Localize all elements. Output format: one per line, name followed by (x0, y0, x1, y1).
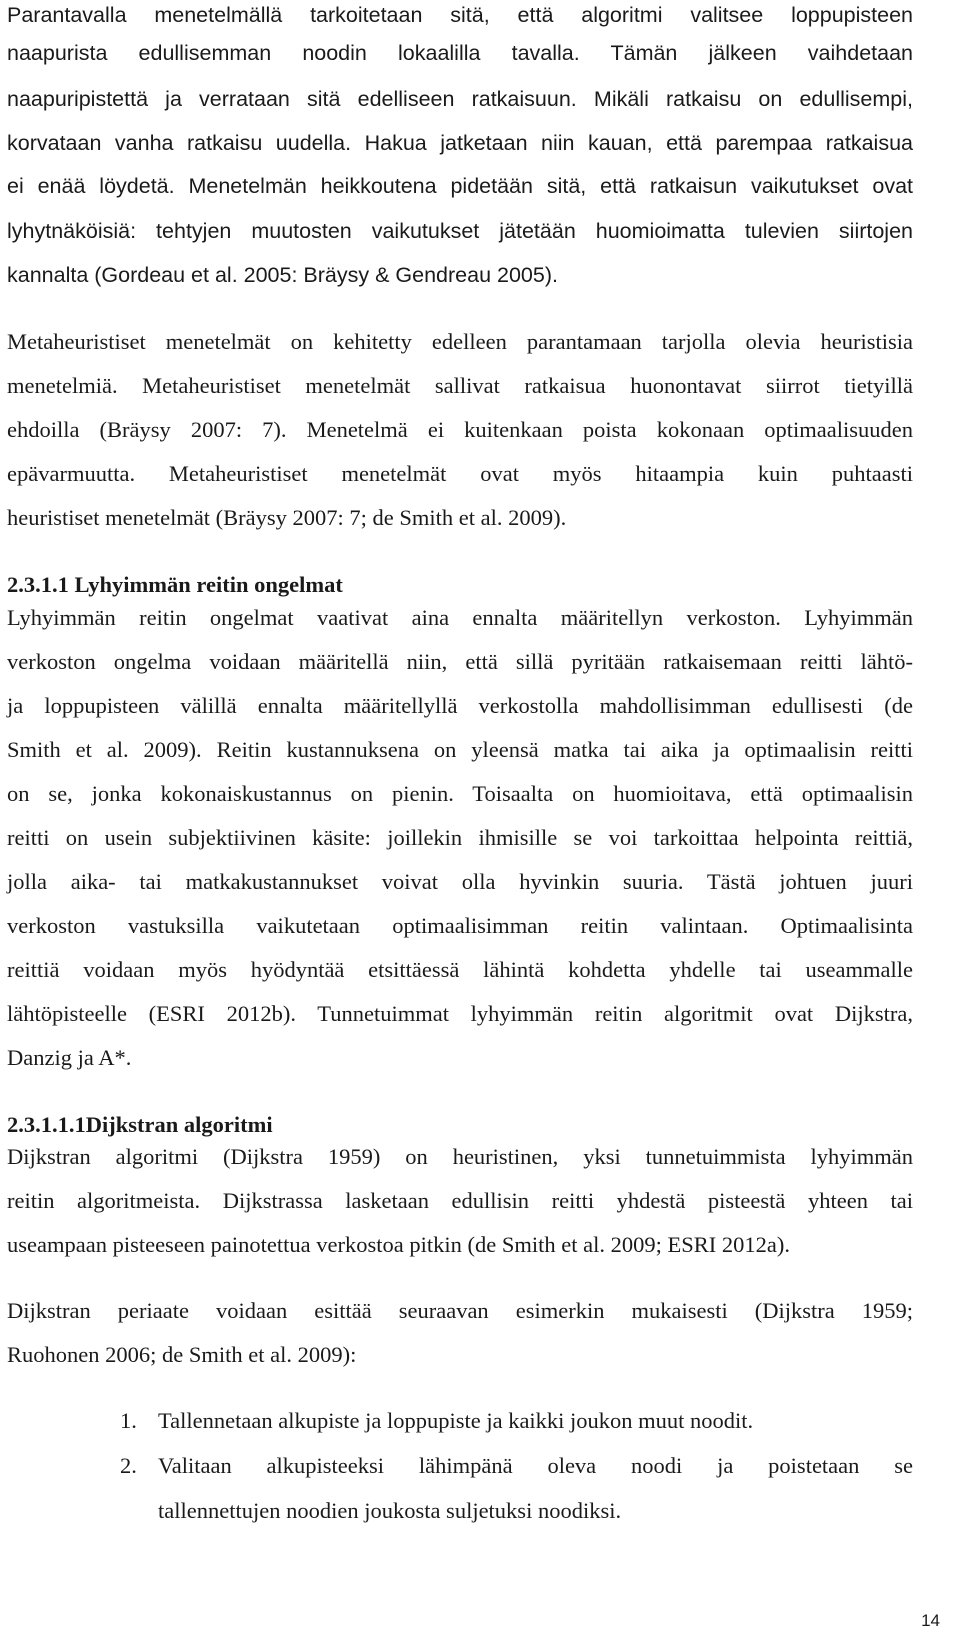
paragraph-line: menetelmiä. Metaheuristiset menetelmät sallivat ratkaisua huonontavat siirrot tietyillä (7, 373, 913, 398)
paragraph-line: Lyhyimmän reitin ongelmat vaativat aina ennalta määritellyn verkoston. Lyhyimmän (7, 605, 913, 630)
paragraph-line: Ruohonen 2006; de Smith et al. 2009): (7, 1342, 357, 1367)
paragraph-line: reitti on usein subjektiivinen käsite: joillekin ihmisille se voi tarkoittaa helpointa reittiä, (7, 825, 913, 850)
paragraph-line: heuristiset menetelmät (Bräysy 2007: 7; de Smith et al. 2009). (7, 505, 567, 530)
paragraph-line: ei enää löydetä. Menetelmän heikkoutena pidetään sitä, että ratkaisun vaikutukset ovat (7, 174, 913, 198)
paragraph-line: korvataan vanha ratkaisu uudella. Hakua jatketaan niin kauan, että parempaa ratkaisua (7, 131, 913, 155)
paragraph-line: useampaan pisteeseen painotettua verkostoa pitkin (de Smith et al. 2009; ESRI 2012a). (7, 1232, 790, 1257)
paragraph-line: Danzig ja A*. (7, 1045, 132, 1070)
list-item-text: Valitaan alkupisteeksi lähimpänä oleva noodi ja poistetaan se (158, 1453, 913, 1478)
list-item (120, 1399, 913, 1443)
paragraph-line: Parantavalla menetelmällä tarkoitetaan sitä, että algoritmi valitsee loppupisteen (7, 3, 913, 27)
paragraph-line: ehdoilla (Bräysy 2007: 7). Menetelmä ei kuitenkaan poista kokonaan optimaalisuuden (7, 417, 913, 442)
paragraph-line: epävarmuutta. Metaheuristiset menetelmät ovat myös hitaampia kuin puhtaasti (7, 461, 913, 486)
paragraph-line: lähtöpisteelle (ESRI 2012b). Tunnetuimmat lyhyimmän reitin algoritmit ovat Dijkstra, (7, 1001, 913, 1026)
paragraph-line: reitin algoritmeista. Dijkstrassa lasketaan edullisin reitti yhdestä pisteestä yhteen tai (7, 1188, 913, 1213)
paragraph-line: naapuripistettä ja verrataan sitä edelliseen ratkaisuun. Mikäli ratkaisu on edullisempi, (7, 87, 913, 111)
section-heading: 2.3.1.1 Lyhyimmän reitin ongelmat (7, 572, 343, 597)
list-number: 1. (120, 1408, 137, 1433)
page-number: 14 (921, 1611, 940, 1630)
paragraph-line: Smith et al. 2009). Reitin kustannuksena on yleensä matka tai aika ja optimaalisin reitti (7, 737, 913, 762)
paragraph-line: reittiä voidaan myös hyödyntää etsittäessä lähintä kohdetta yhdelle tai useammalle (7, 957, 913, 982)
list-item-text: Tallennetaan alkupiste ja loppupiste ja kaikki joukon muut noodit. (158, 1408, 754, 1433)
paragraph-line: naapurista edullisemman noodin lokaalilla tavalla. Tämän jälkeen vaihdetaan (7, 41, 913, 65)
paragraph-line: verkoston vastuksilla vaikutetaan optimaalisimman reitin valintaan. Optimaalisinta (7, 913, 913, 938)
paragraph-line: ja loppupisteen välillä ennalta määritellyllä verkostolla mahdollisimman edullisesti (de (7, 693, 913, 718)
paragraph-line: verkoston ongelma voidaan määritellä niin, että sillä pyritään ratkaisemaan reitti lähtö- (7, 649, 913, 674)
paragraph-line: Dijkstran algoritmi (Dijkstra 1959) on heuristinen, yksi tunnetuimmista lyhyimmän (7, 1144, 913, 1169)
paragraph-line: Dijkstran periaate voidaan esittää seuraavan esimerkin mukaisesti (Dijkstra 1959; (7, 1298, 913, 1323)
paragraph-line: Metaheuristiset menetelmät on kehitetty edelleen parantamaan tarjolla olevia heuristisia (7, 329, 913, 354)
paragraph-line: jolla aika- tai matkakustannukset voivat olla hyvinkin suuria. Tästä johtuen juuri (7, 869, 913, 894)
list-number: 2. (120, 1453, 137, 1478)
paragraph-line: lyhytnäköisiä: tehtyjen muutosten vaikutukset jätetään huomioimatta tulevien siirtojen (7, 219, 913, 243)
list-item-text: tallennettujen noodien joukosta suljetuksi noodiksi. (158, 1498, 622, 1523)
subsection-heading: 2.3.1.1.1Dijkstran algoritmi (7, 1112, 273, 1137)
paragraph-line: on se, jonka kokonaiskustannus on pienin. Toisaalta on huomioitava, että optimaalisin (7, 781, 913, 806)
paragraph-line: kannalta (Gordeau et al. 2005: Bräysy & Gendreau 2005). (7, 263, 558, 287)
